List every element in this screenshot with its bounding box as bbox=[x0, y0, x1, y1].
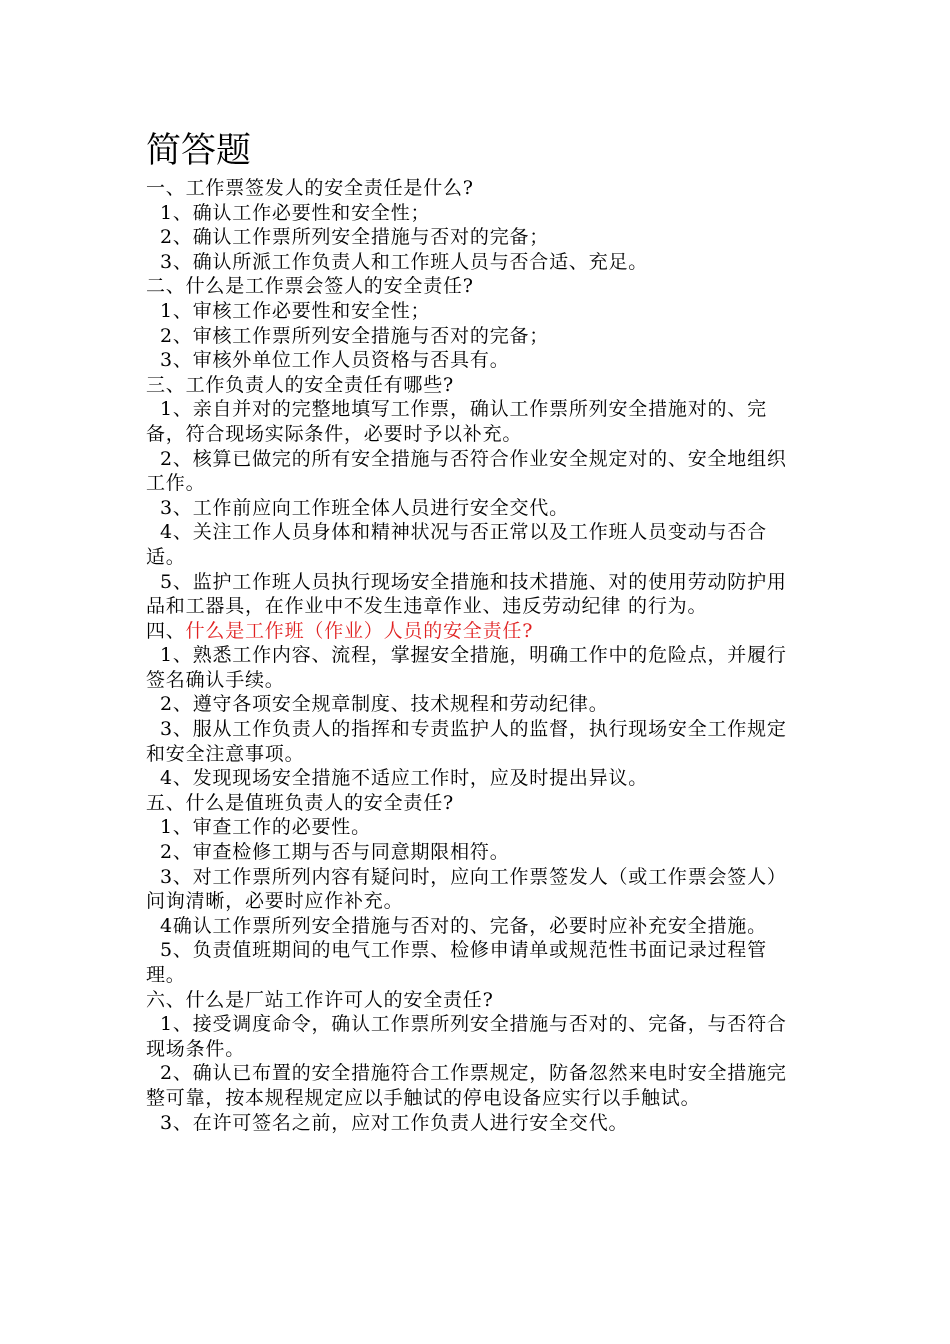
section-heading bbox=[146, 373, 806, 398]
section-heading-text: 什么是工作票会签人的安全责任? bbox=[185, 275, 474, 298]
list-item: 4确认工作票所列安全措施与否对的、完备，必要时应补充安全措施。 bbox=[160, 914, 767, 937]
section-number: 五、 bbox=[146, 791, 186, 814]
section-heading-text: 工作负责人的安全责任有哪些? bbox=[185, 373, 454, 396]
list-item: 5、监护工作班人员执行现场安全措施和技术措施、对的使用劳动防护用品和工器具，在作业中不发生违章作业、违反劳动纪律 的行为。 bbox=[146, 570, 787, 618]
section-number: 三、 bbox=[146, 373, 186, 396]
section-number: 四、 bbox=[146, 619, 186, 642]
list-item: 1、熟悉工作内容、流程，掌握安全措施，明确工作中的危险点，并履行签名确认手续。 bbox=[146, 644, 787, 691]
section-heading bbox=[146, 791, 806, 816]
list-item: 1、亲自并对的完整地填写工作票，确认工作票所列安全措施对的、完备，符合现场实际条件，必要时予以补充。 bbox=[146, 398, 767, 445]
section-number: 二、 bbox=[146, 275, 186, 298]
list-item: 1、审查工作的必要性。 bbox=[160, 816, 371, 839]
section-heading bbox=[146, 988, 806, 1013]
document-title: 简答题 bbox=[146, 131, 252, 171]
list-item: 3、确认所派工作负责人和工作班人员与否合适、充足。 bbox=[160, 250, 649, 273]
list-item: 1、确认工作必要性和安全性； bbox=[160, 201, 431, 224]
section-heading bbox=[146, 176, 806, 201]
list-item: 1、接受调度命令，确认工作票所列安全措施与否对的、完备，与否符合现场条件。 bbox=[146, 1013, 787, 1060]
list-item: 4、关注工作人员身体和精神状况与否正常以及工作班人员变动与否合适。 bbox=[146, 521, 767, 568]
list-item: 2、确认已布置的安全措施符合工作票规定，防备忽然来电时安全措施完整可靠，按本规程规定应以手触试的停电设备应实行以手触试。 bbox=[146, 1062, 787, 1109]
section-heading bbox=[146, 619, 806, 644]
list-item: 2、审查检修工期与否与同意期限相符。 bbox=[160, 841, 510, 864]
section-number: 六、 bbox=[146, 988, 186, 1011]
list-item: 1、审核工作必要性和安全性； bbox=[160, 299, 431, 322]
list-item: 3、服从工作负责人的指挥和专责监护人的监督，执行现场安全工作规定和安全注意事项。 bbox=[146, 718, 787, 765]
section-heading bbox=[146, 274, 806, 299]
list-item: 3、审核外单位工作人员资格与否具有。 bbox=[160, 349, 510, 372]
list-item: 5、负责值班期间的电气工作票、检修申请单或规范性书面记录过程管理。 bbox=[146, 939, 767, 986]
section-heading-text: 什么是厂站工作许可人的安全责任? bbox=[185, 988, 494, 1011]
section-number: 一、 bbox=[146, 177, 186, 199]
section-heading-text: 工作票签发人的安全责任是什么? bbox=[185, 177, 474, 199]
list-item: 2、审核工作票所列安全措施与否对的完备； bbox=[160, 324, 550, 347]
list-item: 3、在许可签名之前，应对工作负责人进行安全交代。 bbox=[160, 1111, 629, 1134]
document-page bbox=[146, 128, 806, 1135]
list-item: 3、工作前应向工作班全体人员进行安全交代。 bbox=[160, 496, 569, 519]
list-item: 2、确认工作票所列安全措施与否对的完备； bbox=[160, 226, 550, 249]
list-item: 3、对工作票所列内容有疑问时，应向工作票签发人（或工作票会签人）问询清晰，必要时应作补充。 bbox=[146, 865, 787, 913]
section-heading-text-highlighted: 什么是工作班（作业）人员的安全责任? bbox=[185, 619, 534, 642]
section-heading-text: 什么是值班负责人的安全责任? bbox=[185, 791, 454, 814]
list-item: 4、发现现场安全措施不适应工作时，应及时提出异议。 bbox=[160, 767, 649, 790]
list-item: 2、核算已做完的所有安全措施与否符合作业安全规定对的、安全地组织工作。 bbox=[146, 447, 787, 495]
list-item: 2、遵守各项安全规章制度、技术规程和劳动纪律。 bbox=[160, 693, 609, 716]
